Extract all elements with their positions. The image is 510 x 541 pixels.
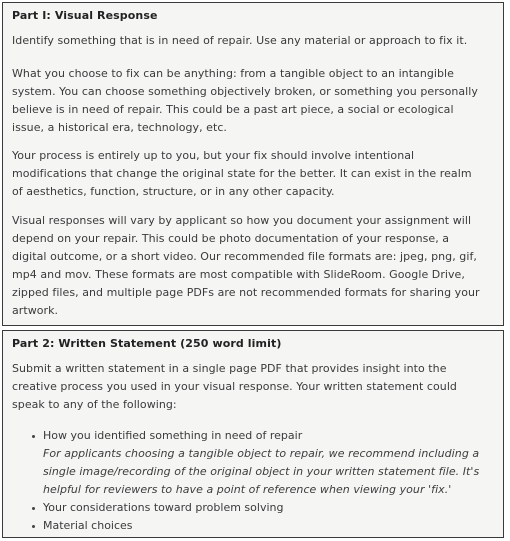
- part1-paragraph-4-line: mp4 and mov. These formats are most compatible with SlideRoom. Google Drive,: [12, 268, 465, 281]
- bullet-icon: [32, 525, 35, 528]
- part2-intro-line: speak to any of the following:: [12, 398, 177, 411]
- part2-title: Part 2: Written Statement (250 word limit): [12, 337, 282, 350]
- part1-paragraph-4-line: digital outcome, or a short video. Our recommended file formats are: jpeg, png, gif,: [12, 250, 477, 263]
- part2-intro-line: creative process you used in your visual response. Your written statement could: [12, 380, 457, 393]
- part1-paragraph-3-line: Your process is entirely up to you, but your fix should involve intentional: [12, 149, 415, 162]
- part1-paragraph-2-line: issue, a historical era, technology, etc.: [12, 121, 227, 134]
- bullet-note-line: helpful for reviewers to have a point of reference when viewing your 'fix.': [43, 483, 452, 496]
- bullet-note-line: For applicants choosing a tangible object to repair, we recommend including a: [43, 447, 480, 460]
- part1-panel: [2, 2, 504, 326]
- part1-paragraph-3-line: of aesthetics, function, structure, or in any other capacity.: [12, 185, 335, 198]
- part1-paragraph-4-line: zipped files, and multiple page PDFs are not recommended formats for sharing your: [12, 286, 480, 299]
- part1-title: Part I: Visual Response: [12, 9, 158, 22]
- part1-paragraph-4-line: Visual responses will vary by applicant so how you document your assignment will: [12, 214, 472, 227]
- part1-paragraph-2-line: What you choose to fix can be anything: from a tangible object to an intangible: [12, 67, 454, 80]
- bullet-note-line: single image/recording of the original object in your written statement file. It's: [43, 465, 480, 478]
- part1-paragraph-2-line: system. You can choose something objectively broken, or something you personally: [12, 85, 478, 98]
- bullet-item: How you identified something in need of repair: [43, 429, 303, 442]
- part1-paragraph-4-line: depend on your repair. This could be photo documentation of your response, a: [12, 232, 450, 245]
- bullet-icon: [32, 435, 35, 438]
- bullet-item: Material choices: [43, 519, 133, 532]
- bullet-item: Your considerations toward problem solving: [43, 501, 284, 514]
- part2-intro-line: Submit a written statement in a single page PDF that provides insight into the: [12, 362, 447, 375]
- part1-paragraph-3-line: modifications that change the original state for the better. It can exist in the realm: [12, 167, 472, 180]
- bullet-icon: [32, 507, 35, 510]
- part2-panel: [2, 330, 504, 538]
- part1-paragraph-2-line: believe is in need of repair. This could be a past art piece, a social or ecological: [12, 103, 454, 116]
- part1-paragraph-4-line: artwork.: [12, 304, 59, 317]
- part1-paragraph-1: Identify something that is in need of repair. Use any material or approach to fix it.: [12, 34, 468, 47]
